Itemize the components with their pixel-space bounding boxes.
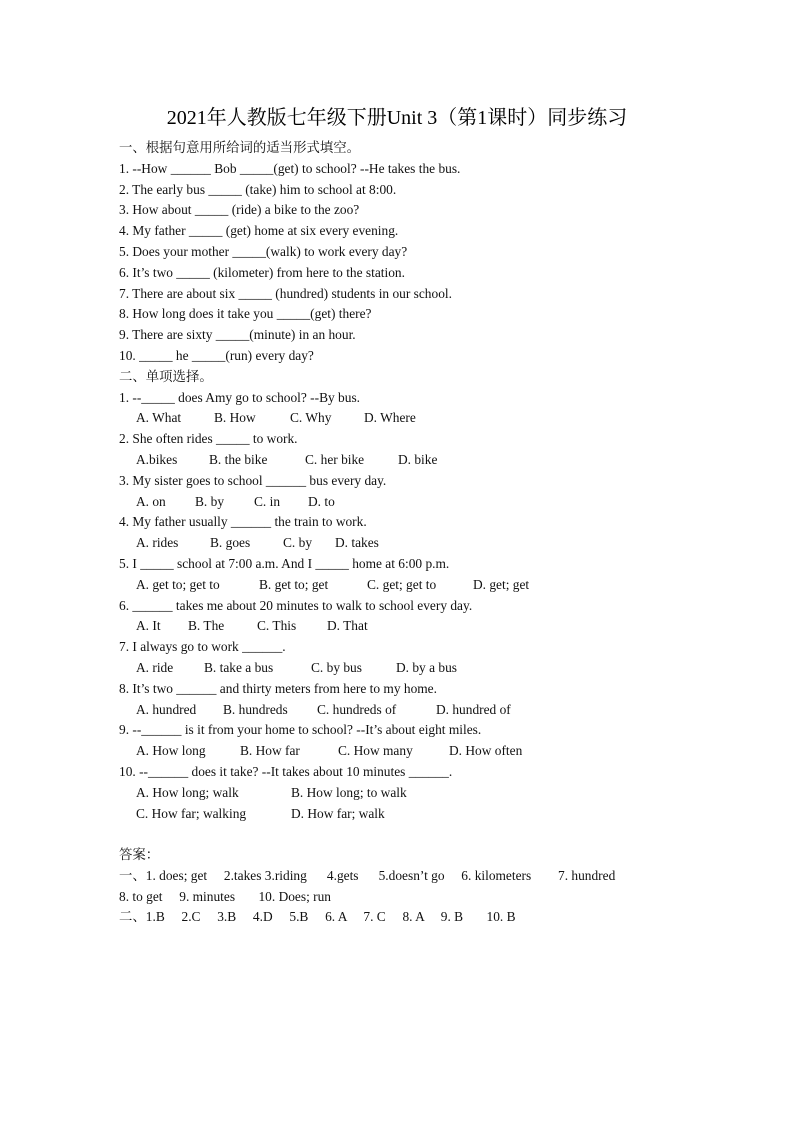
section1-heading: 一、根据句意用所给词的适当形式填空。 <box>119 140 361 155</box>
option: B. How <box>214 410 256 426</box>
choice-options <box>119 408 719 429</box>
option: C. How many <box>338 743 413 759</box>
option: D. Where <box>364 410 416 426</box>
fill-item: 10. _____ he _____(run) every day? <box>119 347 314 363</box>
choice-options <box>119 783 719 804</box>
option: C. by bus <box>311 659 362 675</box>
fill-item: 5. Does your mother _____(walk) to work every day? <box>119 243 408 259</box>
fill-item: 1. --How ______ Bob _____(get) to school? --He takes the bus. <box>119 160 461 176</box>
choice-question: 9. --______ is it from your home to school? --It’s about eight miles. <box>119 722 482 738</box>
worksheet-content <box>119 138 719 928</box>
choice-question: 10. --______ does it take? --It takes about 10 minutes ______. <box>119 763 453 779</box>
option: A. How long <box>136 743 206 759</box>
choice-question: 5. I _____ school at 7:00 a.m. And I _____ home at 6:00 p.m. <box>119 555 450 571</box>
option: D. get; get <box>473 576 530 592</box>
choice-question: 7. I always go to work ______. <box>119 639 286 655</box>
choice-options <box>119 533 719 554</box>
option: D. How often <box>449 743 523 759</box>
option: C. How far; walking <box>136 805 247 821</box>
option: D. That <box>327 618 368 634</box>
choice-options <box>119 492 719 513</box>
page-title: 2021年人教版七年级下册Unit 3（第1课时）同步练习 <box>166 107 628 129</box>
choice-question: 6. ______ takes me about 20 minutes to walk to school every day. <box>119 597 473 613</box>
option: A. It <box>136 618 161 634</box>
option: A. hundred <box>136 701 197 717</box>
option: B. hundreds <box>223 701 288 717</box>
fill-item: 3. How about _____ (ride) a bike to the zoo? <box>119 202 360 218</box>
option: C. hundreds of <box>317 701 397 717</box>
option: D. takes <box>335 535 379 551</box>
choice-question: 2. She often rides _____ to work. <box>119 431 298 447</box>
fill-item: 4. My father _____ (get) home at six every evening. <box>119 223 399 239</box>
section2-heading: 二、单项选择。 <box>119 368 213 384</box>
fill-item: 8. How long does it take you _____(get) there? <box>119 306 372 322</box>
option: C. in <box>254 493 281 509</box>
option: C. Why <box>290 410 332 426</box>
fill-item: 7. There are about six _____ (hundred) students in our school. <box>119 285 452 301</box>
option: B. The <box>188 618 225 634</box>
option: B. by <box>195 493 225 509</box>
option: D. hundred of <box>436 701 511 717</box>
answers-line: 二、1.B 2.C 3.B 4.D 5.B 6. A 7. C 8. A 9. B 10. B <box>119 909 516 925</box>
option: A. How long; walk <box>136 784 239 800</box>
choice-question: 8. It’s two ______ and thirty meters from here to my home. <box>119 680 437 696</box>
option: A. on <box>136 493 166 509</box>
choice-question: 1. --_____ does Amy go to school? --By bus. <box>119 389 361 405</box>
option: D. by a bus <box>396 659 457 675</box>
choice-options <box>119 804 719 825</box>
choice-options <box>119 616 719 637</box>
fill-item: 6. It’s two _____ (kilometer) from here to the station. <box>119 264 405 280</box>
option: A. What <box>136 410 182 426</box>
option: B. take a bus <box>204 659 274 675</box>
option: B. How long; to walk <box>291 784 407 800</box>
choice-question: 4. My father usually ______ the train to work. <box>119 514 367 530</box>
option: D. How far; walk <box>291 805 385 821</box>
choice-options <box>119 575 719 596</box>
answers-line: 一、1. does; get 2.takes 3.riding 4.gets 5.doesn’t go 6. kilometers 7. hundred <box>119 867 616 883</box>
option: D. bike <box>398 451 438 467</box>
choice-options <box>119 741 719 762</box>
choice-question: 3. My sister goes to school ______ bus every day. <box>119 472 387 488</box>
fill-item: 9. There are sixty _____(minute) in an hour. <box>119 327 356 343</box>
option: C. This <box>257 618 297 634</box>
choice-options <box>119 658 719 679</box>
option: A.bikes <box>136 451 178 467</box>
choice-options <box>119 700 719 721</box>
option: C. her bike <box>305 451 365 467</box>
option: B. How far <box>240 743 300 759</box>
option: B. goes <box>210 535 251 551</box>
option: B. the bike <box>209 451 268 467</box>
option: C. get; get to <box>367 576 437 592</box>
option: A. get to; get to <box>136 576 220 592</box>
option: A. ride <box>136 659 174 675</box>
option: A. rides <box>136 535 179 551</box>
answers-heading: 答案： <box>119 847 160 863</box>
option: B. get to; get <box>259 576 329 592</box>
choice-options <box>119 450 719 471</box>
option: C. by <box>283 535 313 551</box>
spacer <box>119 824 719 845</box>
answers-line: 8. to get 9. minutes 10. Does; run <box>119 888 332 904</box>
option: D. to <box>308 493 335 509</box>
fill-item: 2. The early bus _____ (take) him to school at 8:00. <box>119 181 397 197</box>
